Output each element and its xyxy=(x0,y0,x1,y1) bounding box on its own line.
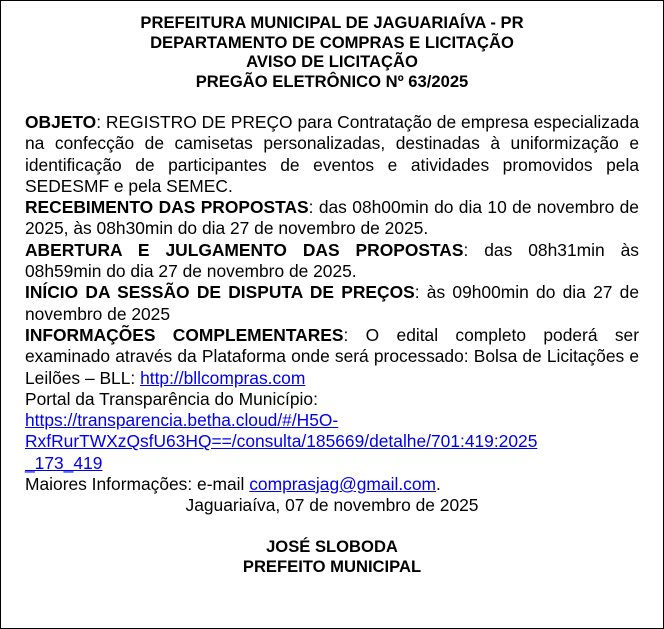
objeto-text: : REGISTRO DE PREÇO para Contratação de empresa especializada na confecção de camisetas personalizadas, destinadas à uniformização e identificação de participantes de eventos e atividades promovidos pela SEDESMF e pela SEMEC. xyxy=(25,112,639,196)
informacoes-label: INFORMAÇÕES COMPLEMENTARES xyxy=(25,324,344,345)
portal-link-block xyxy=(25,410,639,474)
abertura-label: ABERTURA E JULGAMENTO DAS PROPOSTAS xyxy=(25,239,464,260)
signatory-title: PREFEITO MUNICIPAL xyxy=(242,556,422,576)
portal-label: Portal da Transparência do Município: xyxy=(25,388,318,409)
informacoes-paragraph xyxy=(25,325,639,389)
bll-link[interactable]: http://bllcompras.com xyxy=(140,367,306,388)
header-line-municipality: PREFEITURA MUNICIPAL DE JAGUARIAÍVA - PR xyxy=(140,13,524,32)
header-line-pregao: PREGÃO ELETRÔNICO Nº 63/2025 xyxy=(195,71,469,91)
abertura-paragraph xyxy=(25,240,639,283)
signatory-name: JOSÉ SLOBODA xyxy=(266,536,398,556)
objeto-label: OBJETO xyxy=(25,112,97,132)
maiores-end: . xyxy=(436,474,441,495)
portal-link-part-3[interactable]: _173_419 xyxy=(25,452,103,473)
portal-link-part-1[interactable]: https://transparencia.betha.cloud/#/H5O- xyxy=(25,410,339,431)
inicio-paragraph xyxy=(25,282,639,325)
objeto-paragraph xyxy=(25,112,639,197)
maiores-informacoes xyxy=(25,474,639,495)
email-link[interactable]: comprasjag@gmail.com xyxy=(249,474,437,495)
recebimento-text: : das 08h00min do dia 10 de novembro de 2025, às 08h30min do dia 27 de novembro de 2025. xyxy=(25,197,639,239)
notice-header xyxy=(25,13,639,91)
recebimento-paragraph xyxy=(25,197,639,240)
portal-link-part-2[interactable]: RxfRurTWXzQsfU63HQ==/consulta/185669/detalhe/701:419:2025 xyxy=(25,431,538,452)
signature-block xyxy=(25,537,639,577)
maiores-text: Maiores Informações: e-mail xyxy=(25,474,250,495)
header-line-notice-type: AVISO DE LICITAÇÃO xyxy=(246,52,418,71)
inicio-text: : às 09h00min do dia 27 de novembro de 2025 xyxy=(25,282,639,324)
place-date: Jaguariaíva, 07 de novembro de 2025 xyxy=(185,495,479,516)
recebimento-label: RECEBIMENTO DAS PROPOSTAS xyxy=(25,197,309,218)
inicio-label: INÍCIO DA SESSÃO DE DISPUTA DE PREÇOS xyxy=(25,282,415,303)
header-line-department: DEPARTAMENTO DE COMPRAS E LICITAÇÃO xyxy=(150,32,514,52)
informacoes-text: : O edital completo poderá ser examinado através da Plataforma onde será processado: Bolsa de Licitações e Leilões – BLL: xyxy=(25,324,639,388)
abertura-text: : das 08h31min às 08h59min do dia 27 de novembro de 2025. xyxy=(25,239,639,282)
